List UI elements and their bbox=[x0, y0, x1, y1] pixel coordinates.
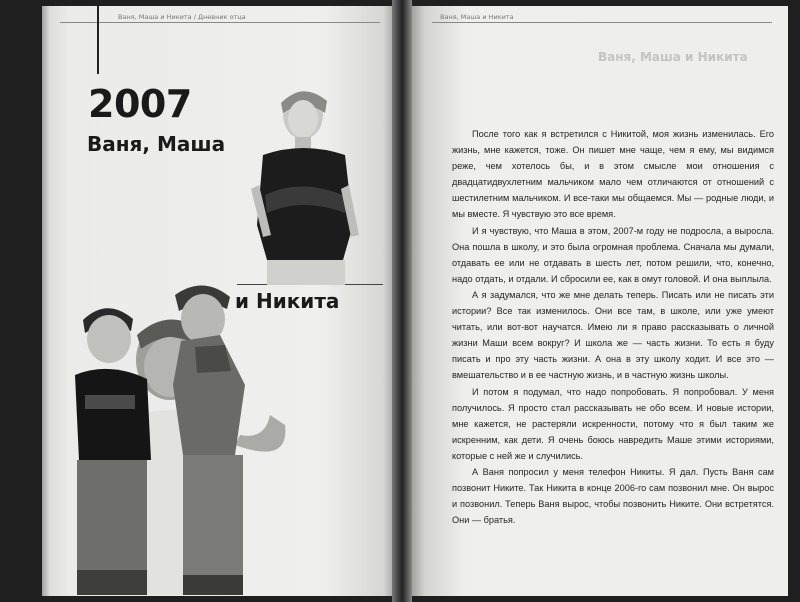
paragraph: И потом я подумал, что надо попробовать. Я попробовал. У меня получилось. Я просто стал рассказывать не обо всем. И новые истории, мне кажется, не растеряли искренности, потому что я был таким же искренним, как дети. Я очень боюсь навредить Маше этими историями, которые с ней же и случились. bbox=[452, 386, 774, 461]
right-running-head: Ваня, Маша и Никита bbox=[440, 13, 514, 21]
left-running-head: Ваня, Маша и Никита / Дневник отца bbox=[118, 13, 246, 21]
teen-photo bbox=[245, 85, 365, 285]
chapter-title-line2: и Никита bbox=[235, 289, 340, 313]
page-edge-shadow bbox=[42, 6, 50, 596]
chapter-year: 2007 bbox=[88, 82, 192, 126]
chapter-title-line1: Ваня, Маша bbox=[87, 132, 226, 156]
paragraph: После того как я встретился с Никитой, моя жизнь изменилась. Его жизнь, мне кажется, тоже. Он пишет мне чаще, чем я ему, мы видимся реже, чем хотелось бы, и в этом смысле мои отношения с двадцатидвухлетним мальчиком мало чем отличаются от отношений с шестилетним мальчиком. И все-таки мы общаемся. Мы — родные люди, и мы вместе. Я чувствую это все время. bbox=[452, 129, 774, 220]
paragraph: А Ваня попросил у меня телефон Никиты. Я дал. Пусть Ваня сам позвонит Никите. Так Никита в конце 2006-го сам позвонил мне. Он вырос и позвонил. Теперь Ваня вырос, чтобы позвонить Никите. Они встретятся. Они — братья. bbox=[452, 466, 774, 526]
paragraph: И я чувствую, что Маша в этом, 2007-м году не подросла, а выросла. Она пошла в школу, и это была огромная проблема. Сначала мы думали, отдавать ее или не отдавать в шесть лет, потом решили, что, конечно, надо отдать, и отдали. И сбросили ее, как в омут головой. И она выплыла. bbox=[452, 225, 774, 284]
left-header-rule bbox=[60, 22, 380, 23]
show-through-heading: Ваня, Маша и Никита bbox=[598, 50, 748, 64]
chapter-vertical-rule bbox=[97, 6, 99, 74]
paragraph: А я задумался, что же мне делать теперь. Писать или не писать эти истории? Все так изменилось. Они все там, в школе, или уже умеют читать, или вот-вот научатся. Имею ли я право рассказывать о личной жизни Маши всем вокруг? И школа же — часть жизни. То есть я буду писать и про эту часть жизни. А она в эту школу ходит. И все это — вмешательство и в ее частную жизнь, и в частную жизнь школы. bbox=[452, 289, 774, 381]
main-article-text bbox=[452, 126, 774, 528]
family-photo bbox=[55, 275, 295, 595]
right-header-rule bbox=[432, 22, 772, 23]
book-gutter bbox=[392, 0, 412, 602]
